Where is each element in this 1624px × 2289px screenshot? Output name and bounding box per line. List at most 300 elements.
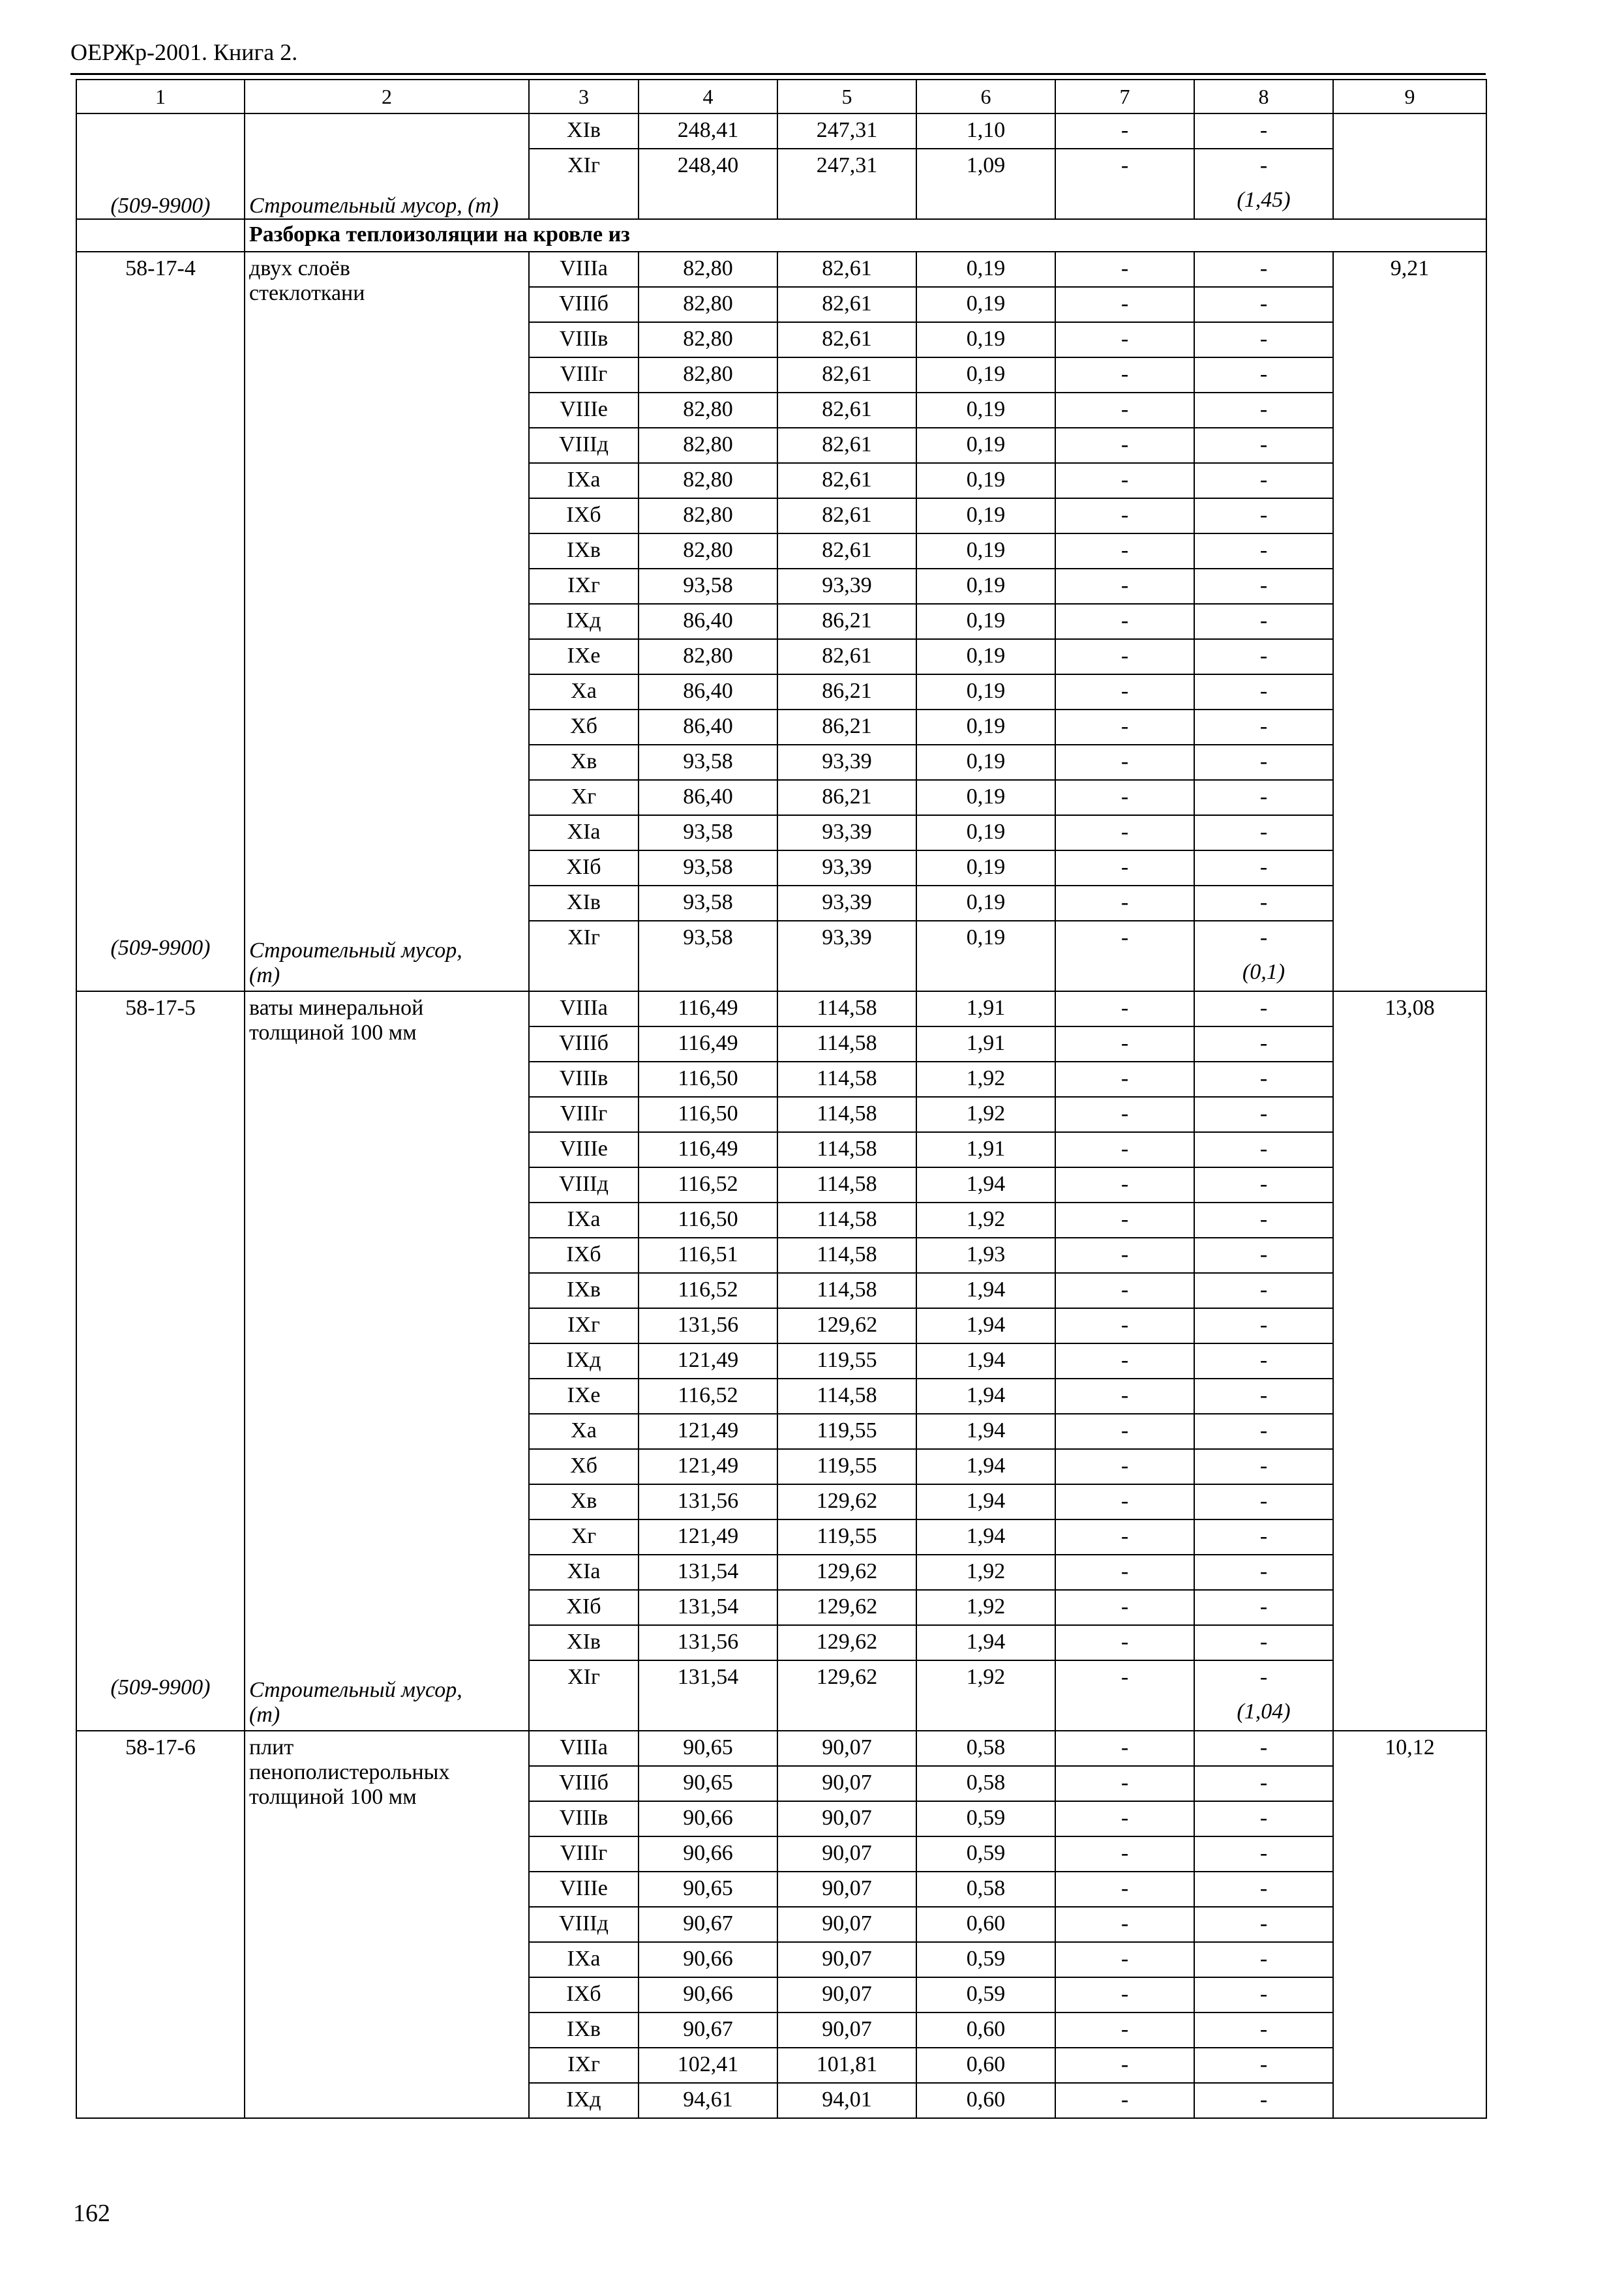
zone-cell: IXб xyxy=(529,498,639,533)
value-cell: 248,40 xyxy=(639,149,777,184)
value-cell: - xyxy=(1194,1484,1333,1519)
value-cell: 129,62 xyxy=(777,1590,916,1625)
value-cell: 90,07 xyxy=(777,1731,916,1766)
column-number: 4 xyxy=(639,80,777,113)
value-cell: - xyxy=(1194,1519,1333,1555)
value-cell: 86,40 xyxy=(639,780,777,815)
zone-cell: VIIIг xyxy=(529,357,639,393)
value-cell: 116,49 xyxy=(639,1132,777,1167)
value-cell: 0,19 xyxy=(916,745,1055,780)
value-cell: 1,10 xyxy=(916,113,1055,149)
value-cell: 93,39 xyxy=(777,921,916,956)
value-cell: 1,92 xyxy=(916,1555,1055,1590)
value-cell: 1,92 xyxy=(916,1660,1055,1696)
zone-cell: Xб xyxy=(529,1449,639,1484)
empty-cell xyxy=(916,956,1055,991)
value-cell: 93,39 xyxy=(777,569,916,604)
value-cell: - xyxy=(1194,1731,1333,1766)
zone-cell: IXа xyxy=(529,463,639,498)
empty-cell xyxy=(1055,184,1194,219)
empty-cell xyxy=(639,184,777,219)
value-cell: 1,92 xyxy=(916,1062,1055,1097)
value-cell: 94,61 xyxy=(639,2083,777,2118)
value-cell: 90,67 xyxy=(639,1907,777,1942)
value-cell: - xyxy=(1055,1097,1194,1132)
value-cell: - xyxy=(1194,745,1333,780)
value-cell: 114,58 xyxy=(777,1238,916,1273)
value-cell: 93,39 xyxy=(777,850,916,886)
value-cell: - xyxy=(1055,780,1194,815)
code-cell xyxy=(76,1731,245,2118)
value-cell: - xyxy=(1194,921,1333,956)
value-cell: 114,58 xyxy=(777,991,916,1026)
value-cell: 82,80 xyxy=(639,252,777,287)
name-cell xyxy=(245,252,529,991)
zone-cell: VIIIе xyxy=(529,1132,639,1167)
value-cell: 114,58 xyxy=(777,1203,916,1238)
value-cell: - xyxy=(1194,780,1333,815)
value-cell: 90,07 xyxy=(777,1977,916,2012)
value-cell: - xyxy=(1055,1836,1194,1872)
value-cell: 114,58 xyxy=(777,1273,916,1308)
zone-cell: IXб xyxy=(529,1977,639,2012)
value-cell: 86,40 xyxy=(639,674,777,710)
zone-cell: Xа xyxy=(529,674,639,710)
value-cell: - xyxy=(1055,428,1194,463)
waste-code: (509-9900) xyxy=(110,194,211,218)
value-cell: 82,61 xyxy=(777,639,916,674)
rate-name: ваты минеральной толщиной 100 мм xyxy=(249,996,424,1045)
value-cell: 1,94 xyxy=(916,1414,1055,1449)
page-title: ОЕРЖр-2001. Книга 2. xyxy=(70,39,298,65)
value-cell: - xyxy=(1194,393,1333,428)
value-cell: - xyxy=(1194,850,1333,886)
value-cell: 82,61 xyxy=(777,252,916,287)
value-cell: 1,94 xyxy=(916,1449,1055,1484)
value-cell: - xyxy=(1194,1590,1333,1625)
value-cell: 86,21 xyxy=(777,780,916,815)
column-number: 5 xyxy=(777,80,916,113)
value-cell: 121,49 xyxy=(639,1414,777,1449)
value-cell: 1,93 xyxy=(916,1238,1055,1273)
value-cell: 119,55 xyxy=(777,1343,916,1379)
value-cell: 93,39 xyxy=(777,886,916,921)
value-cell: - xyxy=(1055,252,1194,287)
value-cell: - xyxy=(1055,1625,1194,1660)
value-cell: - xyxy=(1194,1977,1333,2012)
value-cell: - xyxy=(1194,1766,1333,1801)
value-cell: - xyxy=(1055,1343,1194,1379)
value-cell: 90,66 xyxy=(639,1942,777,1977)
empty-cell xyxy=(916,184,1055,219)
value-cell: - xyxy=(1055,1519,1194,1555)
value-cell: - xyxy=(1055,1907,1194,1942)
value-cell: 90,07 xyxy=(777,1907,916,1942)
value-cell: 1,94 xyxy=(916,1625,1055,1660)
value-cell: - xyxy=(1055,2012,1194,2048)
value-cell: 82,80 xyxy=(639,498,777,533)
value-cell: 131,56 xyxy=(639,1625,777,1660)
zone-cell: XIв xyxy=(529,886,639,921)
zone-cell: IXв xyxy=(529,533,639,569)
value-cell: 116,52 xyxy=(639,1167,777,1203)
value-cell: 131,56 xyxy=(639,1308,777,1343)
value-cell: 131,54 xyxy=(639,1660,777,1696)
value-cell: 94,01 xyxy=(777,2083,916,2118)
zone-cell: IXе xyxy=(529,1379,639,1414)
value-cell: 86,21 xyxy=(777,674,916,710)
zone-cell: XIб xyxy=(529,850,639,886)
value-cell: 82,80 xyxy=(639,428,777,463)
value-cell: 90,67 xyxy=(639,2012,777,2048)
value-cell: - xyxy=(1055,1766,1194,1801)
value-cell: - xyxy=(1055,1484,1194,1519)
value-cell: - xyxy=(1194,498,1333,533)
value-cell: - xyxy=(1194,1026,1333,1062)
empty-cell xyxy=(76,219,245,252)
value-cell: 0,19 xyxy=(916,498,1055,533)
value-cell: - xyxy=(1194,1449,1333,1484)
value-cell: 0,60 xyxy=(916,1907,1055,1942)
value-cell: - xyxy=(1055,498,1194,533)
waste-name: Строительный мусор, (т) xyxy=(249,1678,462,1727)
value-cell: 0,60 xyxy=(916,2012,1055,2048)
value-cell: - xyxy=(1055,322,1194,357)
rate-code: 58-17-5 xyxy=(125,996,196,1020)
code-cell xyxy=(76,252,245,991)
value-cell: 93,58 xyxy=(639,921,777,956)
zone-cell: XIг xyxy=(529,149,639,184)
value-cell: 0,60 xyxy=(916,2083,1055,2118)
value-cell: 0,60 xyxy=(916,2048,1055,2083)
header-rule xyxy=(70,73,1486,75)
waste-name: Строительный мусор, (т) xyxy=(249,194,499,218)
value-cell: - xyxy=(1055,1414,1194,1449)
value-cell: - xyxy=(1055,2083,1194,2118)
table-row xyxy=(76,252,1486,287)
value-cell: 116,52 xyxy=(639,1273,777,1308)
total-cell xyxy=(1333,113,1486,219)
value-cell: 0,19 xyxy=(916,322,1055,357)
value-cell: - xyxy=(1194,1907,1333,1942)
value-cell: - xyxy=(1055,1273,1194,1308)
value-cell: - xyxy=(1194,2083,1333,2118)
value-cell: - xyxy=(1055,745,1194,780)
value-cell: 114,58 xyxy=(777,1132,916,1167)
value-cell: 82,61 xyxy=(777,287,916,322)
value-cell: - xyxy=(1194,1379,1333,1414)
zone-cell: VIIIе xyxy=(529,1872,639,1907)
value-cell: 247,31 xyxy=(777,149,916,184)
empty-cell xyxy=(916,1696,1055,1731)
value-cell: 90,66 xyxy=(639,1977,777,2012)
table-row xyxy=(76,113,1486,149)
value-cell: - xyxy=(1055,604,1194,639)
value-cell: 114,58 xyxy=(777,1062,916,1097)
zone-cell: XIг xyxy=(529,921,639,956)
value-cell: - xyxy=(1055,815,1194,850)
zone-cell: VIIIг xyxy=(529,1836,639,1872)
rate-code: 58-17-6 xyxy=(125,1735,196,1759)
value-cell: - xyxy=(1055,1942,1194,1977)
value-cell: 1,94 xyxy=(916,1519,1055,1555)
value-cell: 90,65 xyxy=(639,1766,777,1801)
value-cell: - xyxy=(1194,428,1333,463)
value-cell: 90,07 xyxy=(777,1872,916,1907)
value-cell: - xyxy=(1194,1343,1333,1379)
zone-cell: VIIIд xyxy=(529,1907,639,1942)
value-cell: 82,80 xyxy=(639,287,777,322)
value-cell: 129,62 xyxy=(777,1555,916,1590)
value-cell: 116,51 xyxy=(639,1238,777,1273)
value-cell: - xyxy=(1194,2048,1333,2083)
value-cell: 0,19 xyxy=(916,428,1055,463)
value-cell: - xyxy=(1055,1555,1194,1590)
waste-qty: (0,1) xyxy=(1194,956,1333,991)
rate-name: двух слоёв стеклоткани xyxy=(249,256,365,305)
value-cell: 248,41 xyxy=(639,113,777,149)
value-cell: 1,91 xyxy=(916,1026,1055,1062)
value-cell: - xyxy=(1194,1167,1333,1203)
value-cell: - xyxy=(1194,639,1333,674)
zone-cell: VIIIб xyxy=(529,1766,639,1801)
value-cell: - xyxy=(1055,1660,1194,1696)
zone-cell: XIв xyxy=(529,113,639,149)
value-cell: - xyxy=(1194,569,1333,604)
value-cell: - xyxy=(1055,1379,1194,1414)
value-cell: 119,55 xyxy=(777,1449,916,1484)
value-cell: - xyxy=(1194,1942,1333,1977)
zone-cell: IXе xyxy=(529,639,639,674)
value-cell: 1,91 xyxy=(916,991,1055,1026)
zone-cell: Xа xyxy=(529,1414,639,1449)
value-cell: 93,39 xyxy=(777,745,916,780)
zone-cell: VIIIб xyxy=(529,1026,639,1062)
value-cell: - xyxy=(1055,1731,1194,1766)
value-cell: - xyxy=(1194,886,1333,921)
value-cell: 116,50 xyxy=(639,1097,777,1132)
value-cell: 0,59 xyxy=(916,1942,1055,1977)
section-title: Разборка теплоизоляции на кровле из xyxy=(245,219,1486,252)
value-cell: 102,41 xyxy=(639,2048,777,2083)
value-cell: - xyxy=(1055,569,1194,604)
value-cell: 0,19 xyxy=(916,710,1055,745)
zone-cell: Xг xyxy=(529,1519,639,1555)
value-cell: 114,58 xyxy=(777,1097,916,1132)
value-cell: - xyxy=(1194,1273,1333,1308)
table-body xyxy=(76,80,1486,2118)
value-cell: 1,92 xyxy=(916,1203,1055,1238)
column-number: 3 xyxy=(529,80,639,113)
value-cell: 86,21 xyxy=(777,604,916,639)
value-cell: 1,94 xyxy=(916,1273,1055,1308)
zone-cell: VIIIв xyxy=(529,1062,639,1097)
value-cell: - xyxy=(1055,1801,1194,1836)
value-cell: - xyxy=(1055,1872,1194,1907)
zone-cell: Xв xyxy=(529,745,639,780)
zone-cell: IXа xyxy=(529,1203,639,1238)
zone-cell: IXд xyxy=(529,1343,639,1379)
waste-name: Строительный мусор, (т) xyxy=(249,938,462,987)
value-cell: 90,65 xyxy=(639,1872,777,1907)
value-cell: 82,80 xyxy=(639,463,777,498)
value-cell: - xyxy=(1194,1414,1333,1449)
value-cell: 131,54 xyxy=(639,1590,777,1625)
value-cell: - xyxy=(1194,357,1333,393)
value-cell: 101,81 xyxy=(777,2048,916,2083)
value-cell: 116,50 xyxy=(639,1062,777,1097)
value-cell: - xyxy=(1194,463,1333,498)
value-cell: - xyxy=(1194,1062,1333,1097)
value-cell: 82,80 xyxy=(639,357,777,393)
value-cell: 93,58 xyxy=(639,815,777,850)
value-cell: - xyxy=(1194,252,1333,287)
value-cell: - xyxy=(1194,1203,1333,1238)
value-cell: - xyxy=(1194,674,1333,710)
waste-qty: (1,45) xyxy=(1194,184,1333,219)
value-cell: - xyxy=(1194,113,1333,149)
value-cell: 82,61 xyxy=(777,463,916,498)
zone-cell: IXв xyxy=(529,1273,639,1308)
section-title-row xyxy=(76,219,1486,252)
value-cell: - xyxy=(1055,674,1194,710)
value-cell: 82,61 xyxy=(777,533,916,569)
value-cell: 116,50 xyxy=(639,1203,777,1238)
value-cell: 0,19 xyxy=(916,639,1055,674)
total-cell: 9,21 xyxy=(1333,252,1486,991)
value-cell: 0,19 xyxy=(916,815,1055,850)
value-cell: - xyxy=(1194,1238,1333,1273)
table-row xyxy=(76,991,1486,1026)
value-cell: 1,94 xyxy=(916,1343,1055,1379)
value-cell: 129,62 xyxy=(777,1484,916,1519)
value-cell: - xyxy=(1194,1097,1333,1132)
value-cell: 0,19 xyxy=(916,780,1055,815)
value-cell: 247,31 xyxy=(777,113,916,149)
value-cell: 121,49 xyxy=(639,1449,777,1484)
value-cell: 0,59 xyxy=(916,1836,1055,1872)
zone-cell: VIIIв xyxy=(529,1801,639,1836)
rates-table xyxy=(76,79,1487,2119)
value-cell: 0,19 xyxy=(916,674,1055,710)
value-cell: 129,62 xyxy=(777,1308,916,1343)
value-cell: - xyxy=(1194,1872,1333,1907)
zone-cell: IXа xyxy=(529,1942,639,1977)
value-cell: - xyxy=(1055,2048,1194,2083)
value-cell: - xyxy=(1055,1238,1194,1273)
empty-cell xyxy=(529,184,639,219)
value-cell: - xyxy=(1194,604,1333,639)
zone-cell: VIIIе xyxy=(529,393,639,428)
waste-code: (509-9900) xyxy=(110,936,211,960)
value-cell: 86,40 xyxy=(639,604,777,639)
zone-cell: VIIIд xyxy=(529,1167,639,1203)
value-cell: - xyxy=(1055,850,1194,886)
value-cell: - xyxy=(1055,710,1194,745)
name-cell xyxy=(245,113,529,219)
empty-cell xyxy=(639,1696,777,1731)
value-cell: 114,58 xyxy=(777,1379,916,1414)
value-cell: - xyxy=(1055,287,1194,322)
value-cell: 131,54 xyxy=(639,1555,777,1590)
value-cell: - xyxy=(1055,393,1194,428)
value-cell: - xyxy=(1194,815,1333,850)
waste-code: (509-9900) xyxy=(110,1675,211,1699)
value-cell: - xyxy=(1055,1977,1194,2012)
value-cell: 0,19 xyxy=(916,463,1055,498)
empty-cell xyxy=(1055,1696,1194,1731)
name-cell xyxy=(245,991,529,1731)
zone-cell: XIг xyxy=(529,1660,639,1696)
value-cell: 121,49 xyxy=(639,1343,777,1379)
value-cell: - xyxy=(1055,1167,1194,1203)
value-cell: 1,91 xyxy=(916,1132,1055,1167)
value-cell: - xyxy=(1194,1836,1333,1872)
value-cell: 0,59 xyxy=(916,1977,1055,2012)
value-cell: 119,55 xyxy=(777,1519,916,1555)
column-number: 1 xyxy=(76,80,245,113)
value-cell: 1,94 xyxy=(916,1167,1055,1203)
value-cell: 116,49 xyxy=(639,1026,777,1062)
value-cell: 0,19 xyxy=(916,921,1055,956)
zone-cell: IXд xyxy=(529,604,639,639)
value-cell: 114,58 xyxy=(777,1167,916,1203)
empty-cell xyxy=(777,1696,916,1731)
value-cell: 82,61 xyxy=(777,357,916,393)
zone-cell: VIIIг xyxy=(529,1097,639,1132)
page-number: 162 xyxy=(73,2200,110,2227)
zone-cell: IXг xyxy=(529,569,639,604)
value-cell: 90,07 xyxy=(777,2012,916,2048)
column-number: 8 xyxy=(1194,80,1333,113)
value-cell: - xyxy=(1055,1062,1194,1097)
zone-cell: IXв xyxy=(529,2012,639,2048)
column-number: 9 xyxy=(1333,80,1486,113)
zone-cell: XIа xyxy=(529,815,639,850)
zone-cell: IXд xyxy=(529,2083,639,2118)
value-cell: - xyxy=(1055,463,1194,498)
zone-cell: VIIIд xyxy=(529,428,639,463)
value-cell: 82,80 xyxy=(639,393,777,428)
zone-cell: XIб xyxy=(529,1590,639,1625)
value-cell: - xyxy=(1194,149,1333,184)
value-cell: - xyxy=(1055,149,1194,184)
value-cell: 1,94 xyxy=(916,1308,1055,1343)
empty-cell xyxy=(529,956,639,991)
value-cell: 1,94 xyxy=(916,1484,1055,1519)
value-cell: 0,19 xyxy=(916,287,1055,322)
value-cell: 0,19 xyxy=(916,533,1055,569)
value-cell: 0,19 xyxy=(916,850,1055,886)
value-cell: - xyxy=(1055,639,1194,674)
zone-cell: Xв xyxy=(529,1484,639,1519)
zone-cell: VIIIв xyxy=(529,322,639,357)
value-cell: 86,40 xyxy=(639,710,777,745)
zone-cell: XIв xyxy=(529,1625,639,1660)
value-cell: 90,07 xyxy=(777,1766,916,1801)
value-cell: 114,58 xyxy=(777,1026,916,1062)
rate-name: плит пенополистерольных толщиной 100 мм xyxy=(249,1735,450,1809)
value-cell: 0,58 xyxy=(916,1766,1055,1801)
zone-cell: VIIIа xyxy=(529,1731,639,1766)
value-cell: 82,80 xyxy=(639,322,777,357)
value-cell: 93,39 xyxy=(777,815,916,850)
zone-cell: VIIIа xyxy=(529,252,639,287)
table-row xyxy=(76,1731,1486,1766)
value-cell: - xyxy=(1194,991,1333,1026)
value-cell: 116,52 xyxy=(639,1379,777,1414)
column-number: 7 xyxy=(1055,80,1194,113)
